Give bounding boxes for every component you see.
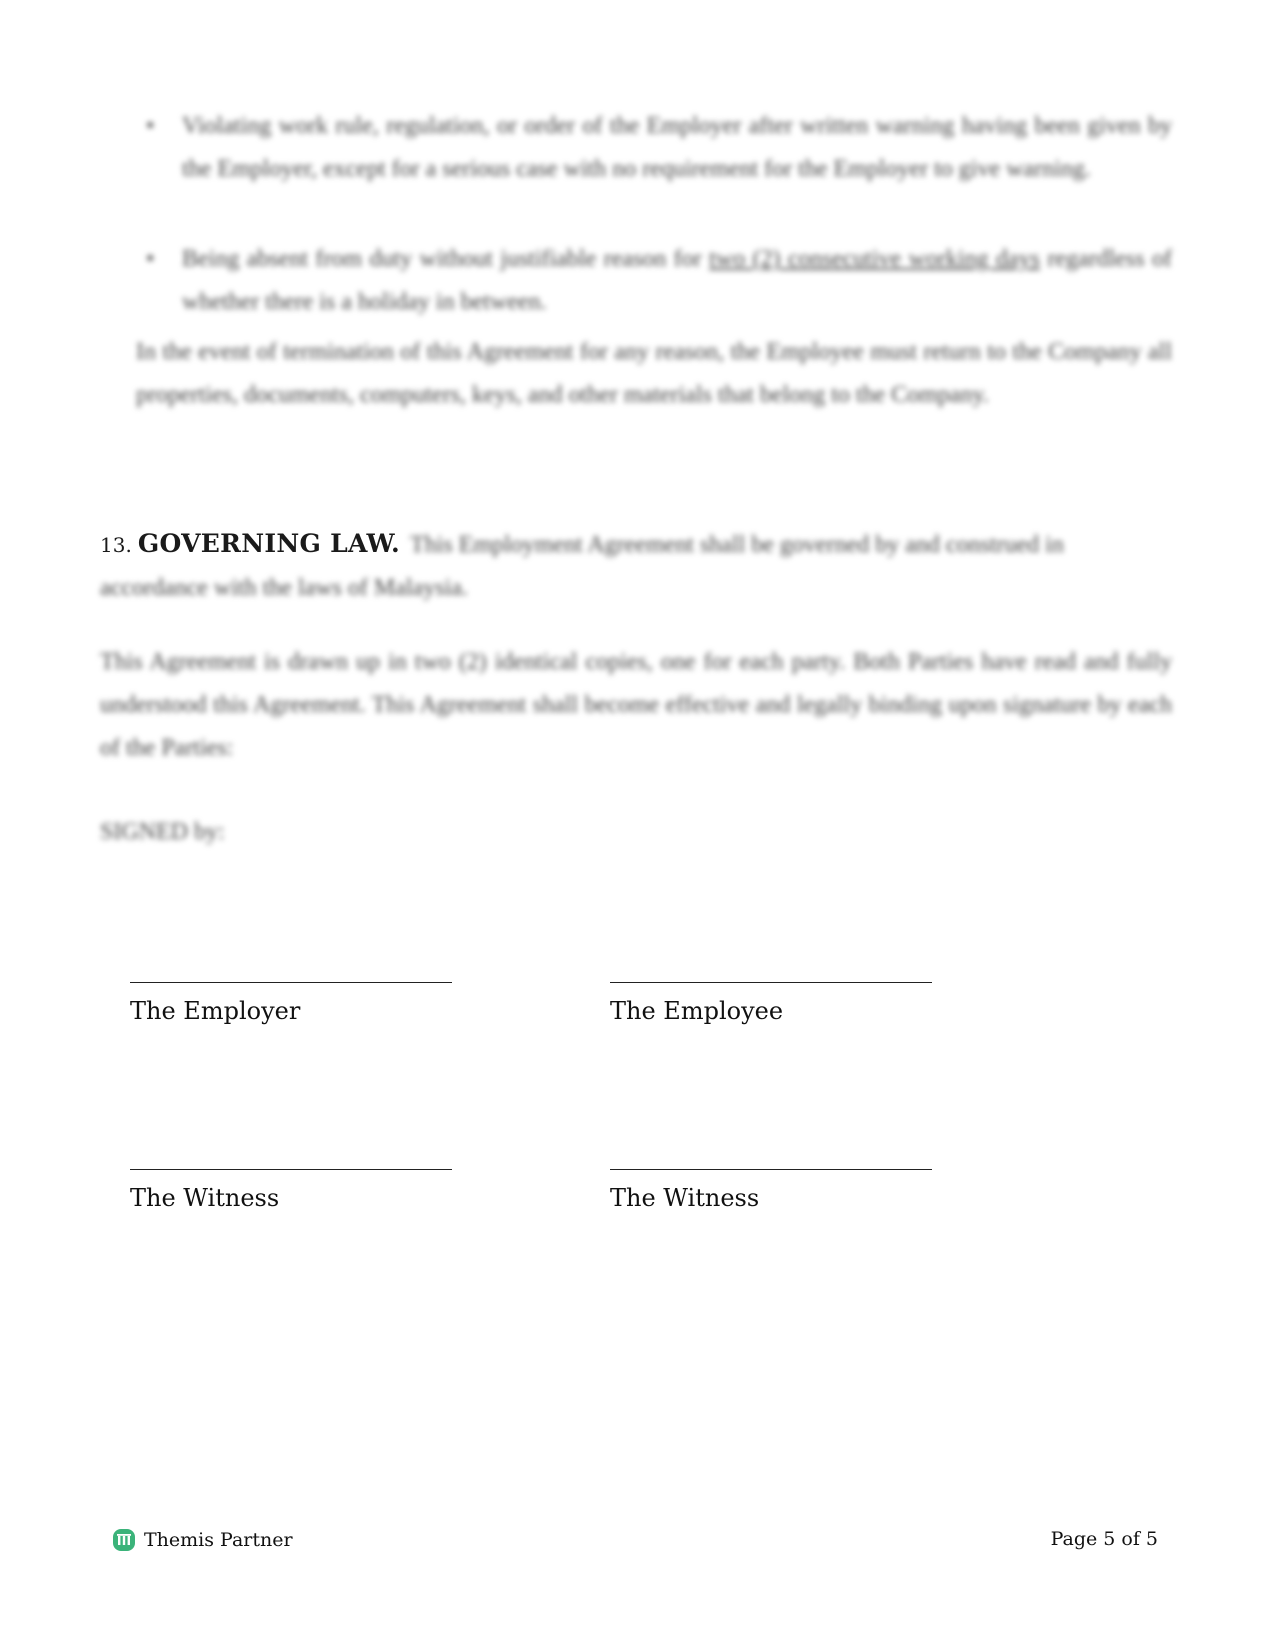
signed-by-label: SIGNED by: bbox=[100, 819, 225, 845]
bullet-text-before: Being absent from duty without justifiable reason for bbox=[182, 246, 710, 272]
section-13 bbox=[100, 522, 1172, 610]
page-number: Page 5 of 5 bbox=[1050, 1528, 1158, 1550]
signature-line bbox=[130, 1169, 452, 1170]
closing-paragraph: This Agreement is drawn up in two (2) identical copies, one for each party. Both Parties have read and fully understood this Agreement. This Agreement shall become effective and legally binding upon signature by each of the Parties: bbox=[100, 649, 1172, 761]
bullet-text-after: regardless of whether there is a holiday in between. bbox=[182, 246, 1172, 315]
signature-label: The Employee bbox=[610, 997, 784, 1025]
bullet-item bbox=[146, 105, 1172, 191]
section-body: This Employment Agreement shall be governed by and construed in accordance with the laws of Malaysia. bbox=[100, 532, 1064, 601]
bullet-item bbox=[146, 238, 1172, 324]
themis-logo-icon bbox=[112, 1528, 136, 1552]
section-title: GOVERNING LAW. bbox=[137, 529, 400, 558]
signature-witness-left bbox=[130, 1169, 460, 1212]
bullet-icon: • bbox=[146, 113, 155, 139]
footer-brand bbox=[112, 1528, 293, 1552]
signature-line bbox=[610, 982, 932, 983]
termination-paragraph: In the event of termination of this Agreement for any reason, the Employee must return to the Company all properties, documents, computers, keys, and other materials that belong to the Company. bbox=[136, 339, 1172, 408]
signature-witness-right bbox=[610, 1169, 940, 1212]
signature-employee bbox=[610, 982, 940, 1025]
signature-label: The Witness bbox=[610, 1184, 760, 1212]
brand-name: Themis Partner bbox=[144, 1529, 293, 1551]
signature-employer bbox=[130, 982, 460, 1025]
signature-line bbox=[130, 982, 452, 983]
signature-label: The Employer bbox=[130, 997, 301, 1025]
signature-line bbox=[610, 1169, 932, 1170]
bullet-text: Violating work rule, regulation, or order of the Employer after written warning having been given by the Employer, except for a serious case with no requirement for the Employer to give warning. bbox=[182, 113, 1172, 182]
section-number: 13. bbox=[100, 533, 132, 557]
bullet-icon: • bbox=[146, 246, 155, 272]
bullet-text-underlined: two (2) consecutive working days bbox=[709, 246, 1040, 272]
signature-label: The Witness bbox=[130, 1184, 280, 1212]
